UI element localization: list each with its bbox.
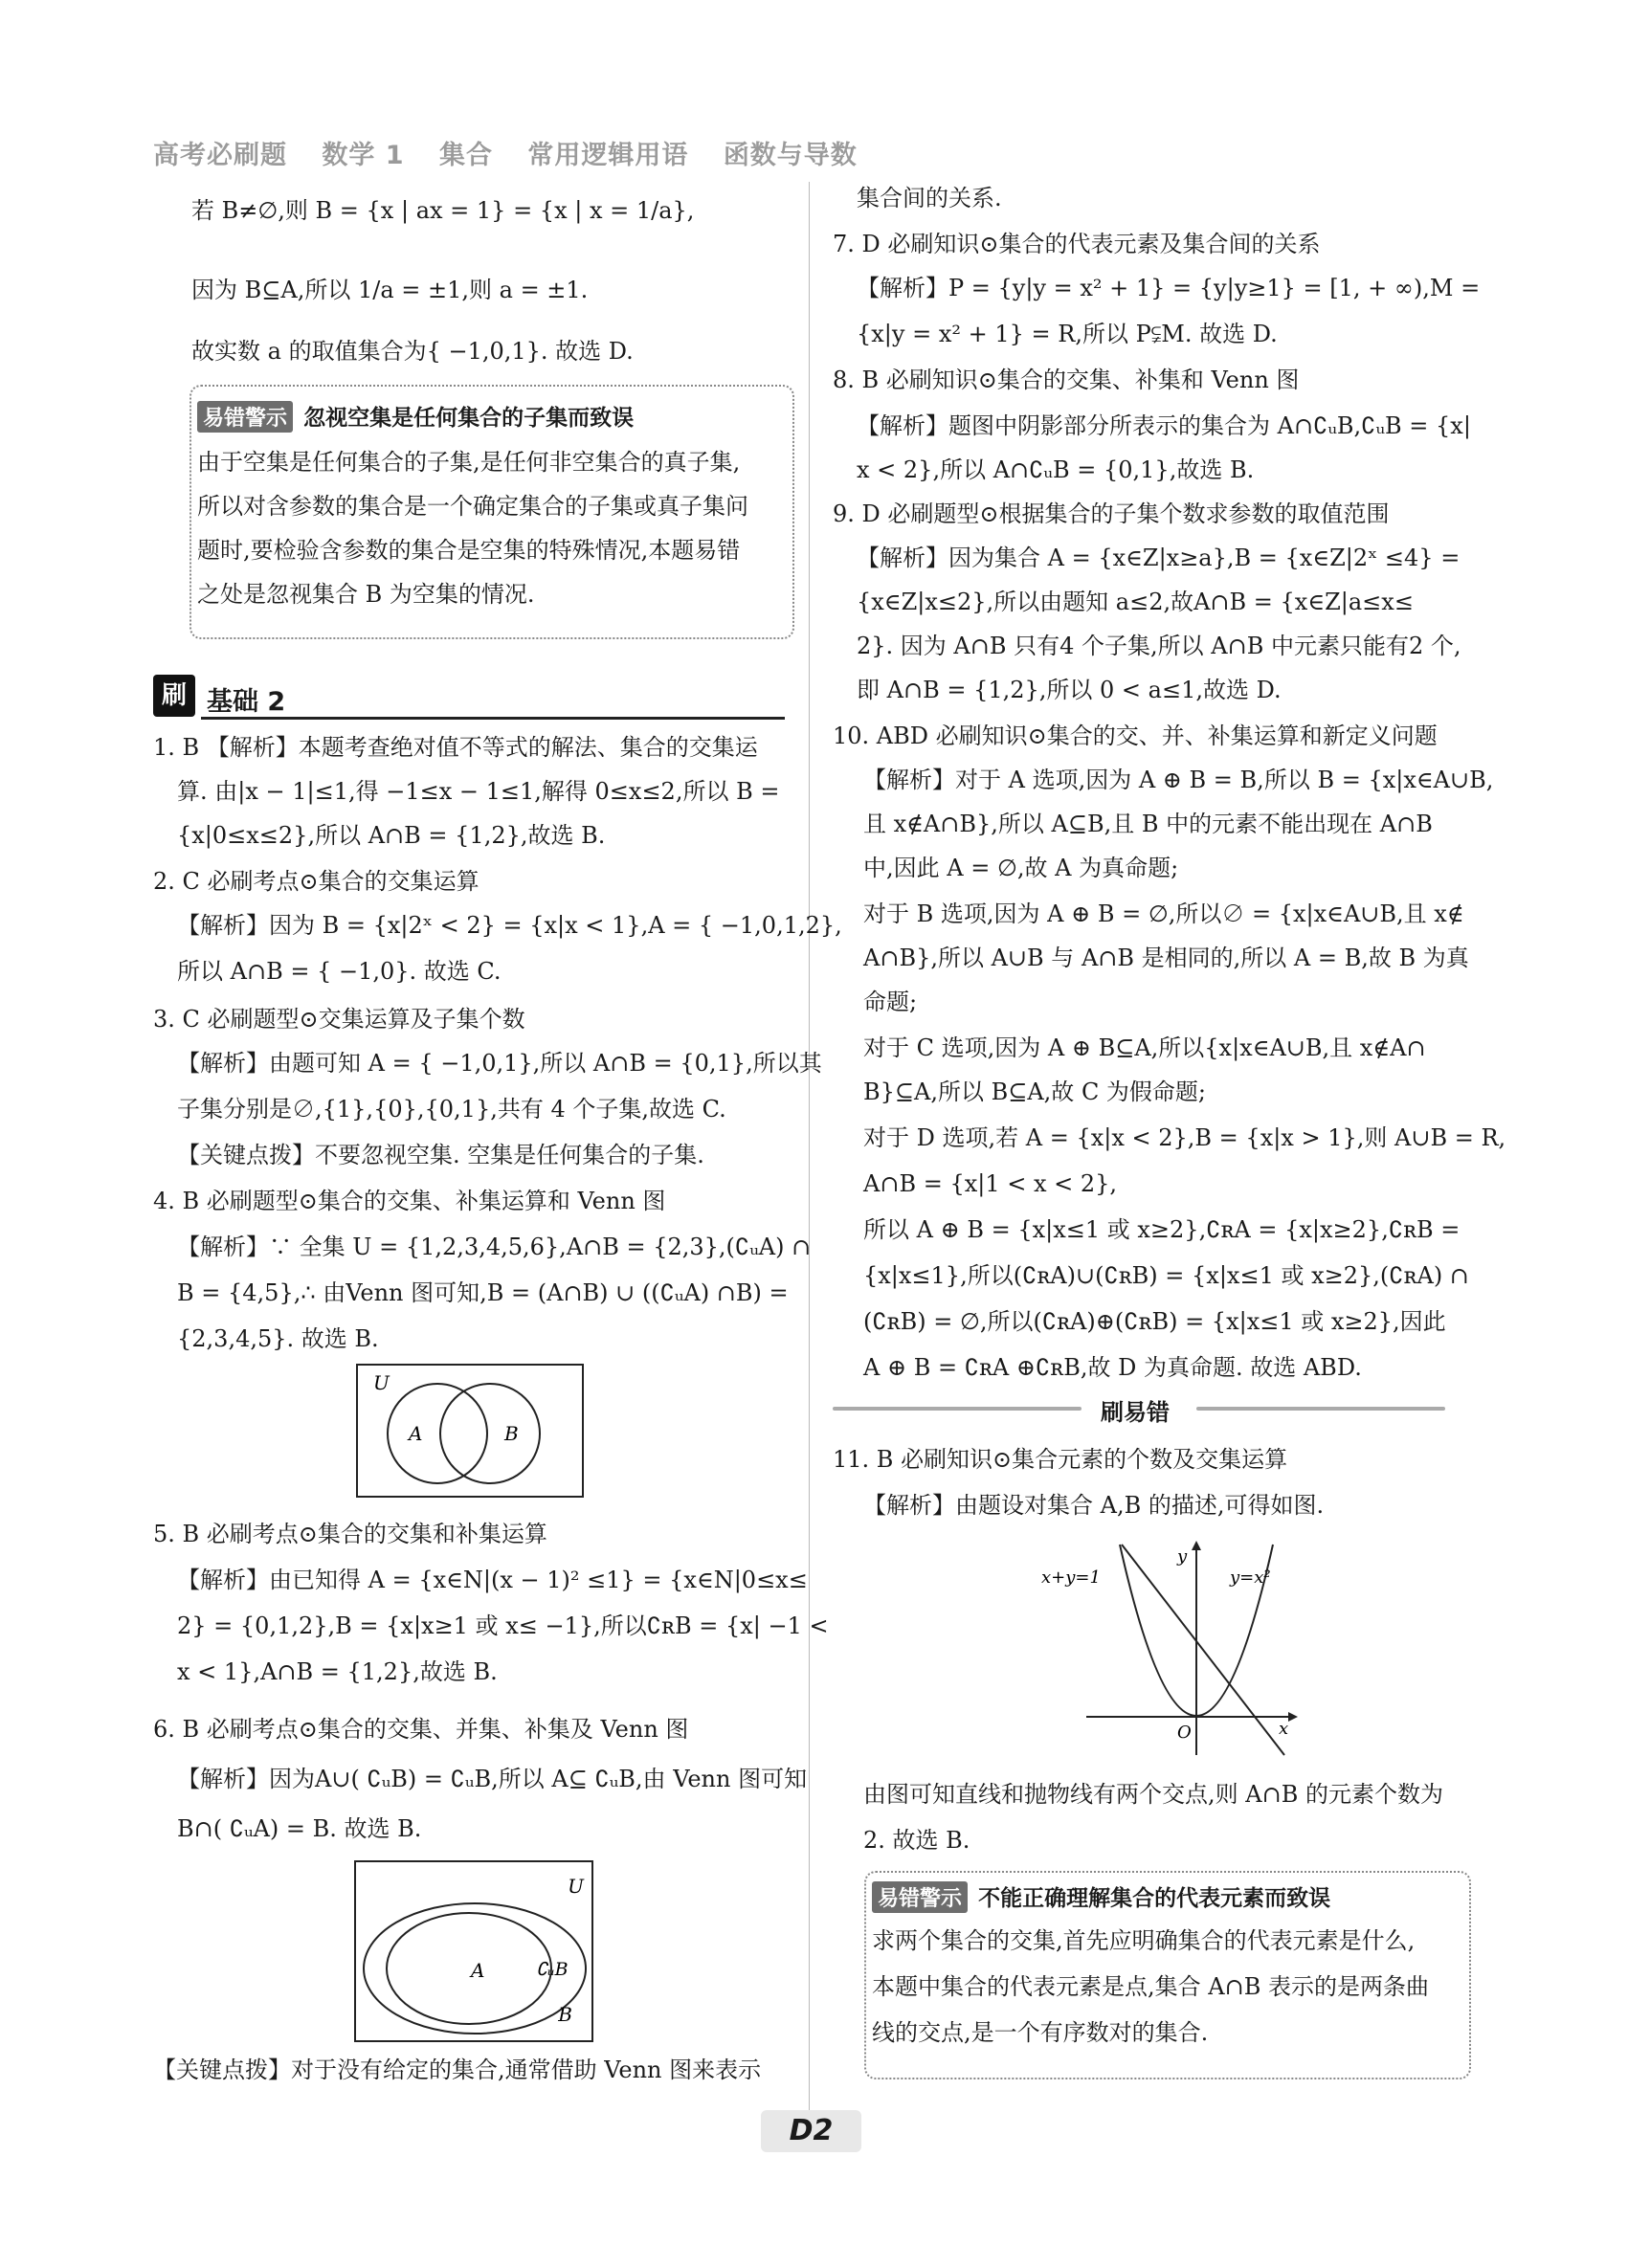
warning-line: 题时,要检验含参数的集合是空集的特殊情况,本题易错 xyxy=(197,537,741,564)
venn-ellipse-a xyxy=(387,1913,551,2024)
venn-label-a: A xyxy=(471,1959,485,1982)
answer-line: 5. B 必刷考点⊙集合的交集和补集运算 xyxy=(153,1521,547,1547)
answer-line: 子集分别是∅,{1},{0},{0,1},共有 4 个子集,故选 C. xyxy=(177,1096,726,1123)
answer-line: {x|x≤1},所以(∁ʀA)∪(∁ʀB) = {x|x≤1 或 x≥2},(∁ʀA) ∩ xyxy=(863,1262,1469,1289)
answer-line: 【解析】因为 B = {x|2ˣ < 2} = {x|x < 1},A = { −1,0,1,2}, xyxy=(177,912,842,939)
x-axis-arrow xyxy=(1288,1712,1298,1722)
origin-label: O xyxy=(1177,1723,1192,1743)
divider-bar-right xyxy=(1196,1407,1445,1411)
answer-line: 3. C 必刷题型⊙交集运算及子集个数 xyxy=(153,1006,525,1033)
section-header xyxy=(153,675,785,719)
answer-line: 8. B 必刷知识⊙集合的交集、补集和 Venn 图 xyxy=(833,367,1300,393)
topic-2: 常用逻辑用语 xyxy=(527,141,689,170)
section-rule xyxy=(201,717,785,720)
error-warning-box xyxy=(864,1871,1471,2079)
venn-label-u: U xyxy=(373,1371,390,1394)
section-title: 基础 2 xyxy=(207,687,286,717)
warning-line: 线的交点,是一个有序数对的集合. xyxy=(872,2019,1209,2046)
error-warning-box xyxy=(190,385,794,639)
divider-title: 刷易错 xyxy=(1091,1393,1179,1427)
answer-line: (∁ʀB) = ∅,所以(∁ʀA)⊕(∁ʀB) = {x|x≤1 或 x≥2},因此 xyxy=(863,1308,1446,1335)
warning-line: 求两个集合的交集,首先应明确集合的代表元素是什么, xyxy=(872,1927,1416,1954)
answer-line: 【解析】由已知得 A = {x∈N|(x − 1)² ≤1} = {x∈N|0≤x≤ xyxy=(177,1567,808,1593)
answer-line: 6. B 必刷考点⊙集合的交集、并集、补集及 Venn 图 xyxy=(153,1716,689,1743)
answer-line: 10. ABD 必刷知识⊙集合的交、并、补集运算和新定义问题 xyxy=(833,723,1438,749)
y-axis-arrow xyxy=(1192,1541,1201,1550)
answer-line: {x∈Z|x≤2},所以由题知 a≤2,故A∩B = {x∈Z|a≤x≤ xyxy=(857,589,1414,615)
brush-icon: 刷 xyxy=(153,675,195,717)
answer-line: 【解析】由题可知 A = { −1,0,1},所以 A∩B = {0,1},所以其 xyxy=(177,1050,822,1077)
text-line: 若 B≠∅,则 B = {x | ax = 1} = {x | x = 1/a}, xyxy=(191,197,695,224)
answer-line: A ⊕ B = ∁ʀA ⊕∁ʀB,故 D 为真命题. 故选 ABD. xyxy=(863,1354,1362,1381)
answer-line: 所以 A∩B = { −1,0}. 故选 C. xyxy=(177,958,502,985)
warning-title: 不能正确理解集合的代表元素而致误 xyxy=(978,1886,1331,1911)
answer-line: 对于 B 选项,因为 A ⊕ B = ∅,所以∅ = {x|x∈A∪B,且 x∉ xyxy=(863,901,1464,927)
venn-label-b: B xyxy=(504,1422,519,1445)
answer-line: 由图可知直线和抛物线有两个交点,则 A∩B 的元素个数为 xyxy=(863,1781,1443,1808)
venn-diagram-2 xyxy=(354,1860,595,2044)
venn-label-cub: ∁ᵤB xyxy=(536,1959,569,1980)
line-label: x+y=1 xyxy=(1041,1568,1101,1588)
topic-1: 集合 xyxy=(439,141,493,170)
x-axis-label: x xyxy=(1279,1719,1289,1739)
y-axis-label: y xyxy=(1177,1546,1188,1567)
divider-bar-left xyxy=(833,1407,1082,1411)
answer-line: 即 A∩B = {1,2},所以 0 < a≤1,故选 D. xyxy=(857,677,1282,703)
text-line: 集合间的关系. xyxy=(857,185,1002,211)
answer-line: 2} = {0,1,2},B = {x|x≥1 或 x≤ −1},所以∁ʀB = {x| −1 < xyxy=(177,1612,829,1639)
answer-line: 【解析】题图中阴影部分所表示的集合为 A∩∁ᵤB,∁ᵤB = {x| xyxy=(857,412,1471,439)
answer-line: 【解析】因为A∪( ∁ᵤB) = ∁ᵤB,所以 A⊆ ∁ᵤB,由 Venn 图可知 xyxy=(177,1766,808,1792)
venn-label-b: B xyxy=(558,2003,572,2026)
answer-line: 【关键点拨】对于没有给定的集合,通常借助 Venn 图来表示 xyxy=(153,2057,762,2083)
parabola-label: y=x² xyxy=(1230,1568,1271,1588)
answer-line: 对于 C 选项,因为 A ⊕ B⊆A,所以{x|x∈A∪B,且 x∉A∩ xyxy=(863,1034,1426,1061)
answer-line: 7. D 必刷知识⊙集合的代表元素及集合间的关系 xyxy=(833,231,1321,257)
venn-circle-a xyxy=(388,1384,487,1483)
answer-line: 1. B 【解析】本题考查绝对值不等式的解法、集合的交集运 xyxy=(153,734,758,761)
answer-line: 【解析】对于 A 选项,因为 A ⊕ B = B,所以 B = {x|x∈A∪B, xyxy=(863,767,1494,793)
answer-line: 【解析】由题设对集合 A,B 的描述,可得如图. xyxy=(863,1492,1325,1519)
column-divider xyxy=(809,182,810,2110)
answer-line: A∩B = {x|1 < x < 2}, xyxy=(863,1170,1118,1197)
answer-line: 且 x∉A∩B},所以 A⊆B,且 B 中的元素不能出现在 A∩B xyxy=(863,811,1433,837)
answer-line: 2}. 因为 A∩B 只有4 个子集,所以 A∩B 中元素只能有2 个, xyxy=(857,633,1461,659)
topic-3: 函数与导数 xyxy=(723,141,858,170)
answer-line: 9. D 必刷题型⊙根据集合的子集个数求参数的取值范围 xyxy=(833,500,1390,527)
answer-line: 中,因此 A = ∅,故 A 为真命题; xyxy=(863,855,1179,881)
answer-line: {2,3,4,5}. 故选 B. xyxy=(177,1325,379,1352)
answer-line: 所以 A ⊕ B = {x|x≤1 或 x≥2},∁ʀA = {x|x≥2},∁ʀB = xyxy=(863,1216,1461,1243)
answer-line: 命题; xyxy=(863,989,918,1015)
answer-line: 【解析】因为集合 A = {x∈Z|x≥a},B = {x∈Z|2ˣ ≤4} = xyxy=(857,545,1461,571)
warning-badge: 易错警示 xyxy=(872,1881,968,1913)
answer-line: 2. C 必刷考点⊙集合的交集运算 xyxy=(153,868,479,895)
answer-line: B}⊆A,所以 B⊆A,故 C 为假命题; xyxy=(863,1078,1207,1105)
warning-title: 忽视空集是任何集合的子集而致误 xyxy=(303,406,635,431)
page-number: D2 xyxy=(761,2110,861,2152)
venn-diagram-1 xyxy=(356,1364,586,1500)
answer-line: 【关键点拨】不要忽视空集. 空集是任何集合的子集. xyxy=(177,1142,704,1168)
subject-title: 数学 1 xyxy=(322,141,405,170)
running-header xyxy=(153,134,882,171)
warning-line: 所以对含参数的集合是一个确定集合的子集或真子集问 xyxy=(197,493,748,520)
answer-line: x < 2},所以 A∩∁ᵤB = {0,1},故选 B. xyxy=(857,456,1255,483)
answer-line: 4. B 必刷题型⊙集合的交集、补集运算和 Venn 图 xyxy=(153,1188,666,1214)
answer-line: x < 1},A∩B = {1,2},故选 B. xyxy=(177,1658,498,1685)
function-graph xyxy=(1034,1533,1302,1763)
answer-line: 【解析】P = {y|y = x² + 1} = {y|y≥1} = [1, + ∞),M = xyxy=(857,275,1481,301)
answer-line: B∩( ∁ᵤA) = B. 故选 B. xyxy=(177,1815,422,1842)
answer-line: 【解析】∵ 全集 U = {1,2,3,4,5,6},A∩B = {2,3},(∁ᵤA) ∩ xyxy=(177,1234,812,1260)
book-title: 高考必刷题 xyxy=(153,141,287,170)
text-line: 故实数 a 的取值集合为{ −1,0,1}. 故选 D. xyxy=(191,338,634,365)
answer-line: A∩B},所以 A∪B 与 A∩B 是相同的,所以 A = B,故 B 为真 xyxy=(863,945,1469,971)
answer-line: 2. 故选 B. xyxy=(863,1827,970,1854)
venn-label-u: U xyxy=(568,1875,584,1898)
venn-label-a: A xyxy=(409,1422,423,1445)
answer-line: {x|0≤x≤2},所以 A∩B = {1,2},故选 B. xyxy=(177,822,606,849)
venn-universe-rect xyxy=(357,1365,583,1497)
text-line: 因为 B⊆A,所以 1/a = ±1,则 a = ±1. xyxy=(191,277,589,303)
answer-line: 11. B 必刷知识⊙集合元素的个数及交集运算 xyxy=(833,1446,1288,1473)
warning-line: 由于空集是任何集合的子集,是任何非空集合的真子集, xyxy=(197,449,741,476)
warning-line: 本题中集合的代表元素是点,集合 A∩B 表示的是两条曲 xyxy=(872,1973,1429,2000)
warning-line: 之处是忽视集合 B 为空集的情况. xyxy=(197,581,535,608)
answer-line: 对于 D 选项,若 A = {x|x < 2},B = {x|x > 1},则 A∪B = R, xyxy=(863,1124,1506,1151)
answer-line: 算. 由|x − 1|≤1,得 −1≤x − 1≤1,解得 0≤x≤2,所以 B = xyxy=(177,778,780,805)
answer-line: {x|y = x² + 1} = R,所以 P⫋M. 故选 D. xyxy=(857,321,1278,347)
answer-line: B = {4,5},∴ 由Venn 图可知,B = (A∩B) ∪ ((∁ᵤA) ∩B) = xyxy=(177,1279,789,1306)
venn-circle-b xyxy=(440,1384,540,1483)
warning-badge: 易错警示 xyxy=(197,401,293,433)
section-divider xyxy=(833,1399,1445,1426)
